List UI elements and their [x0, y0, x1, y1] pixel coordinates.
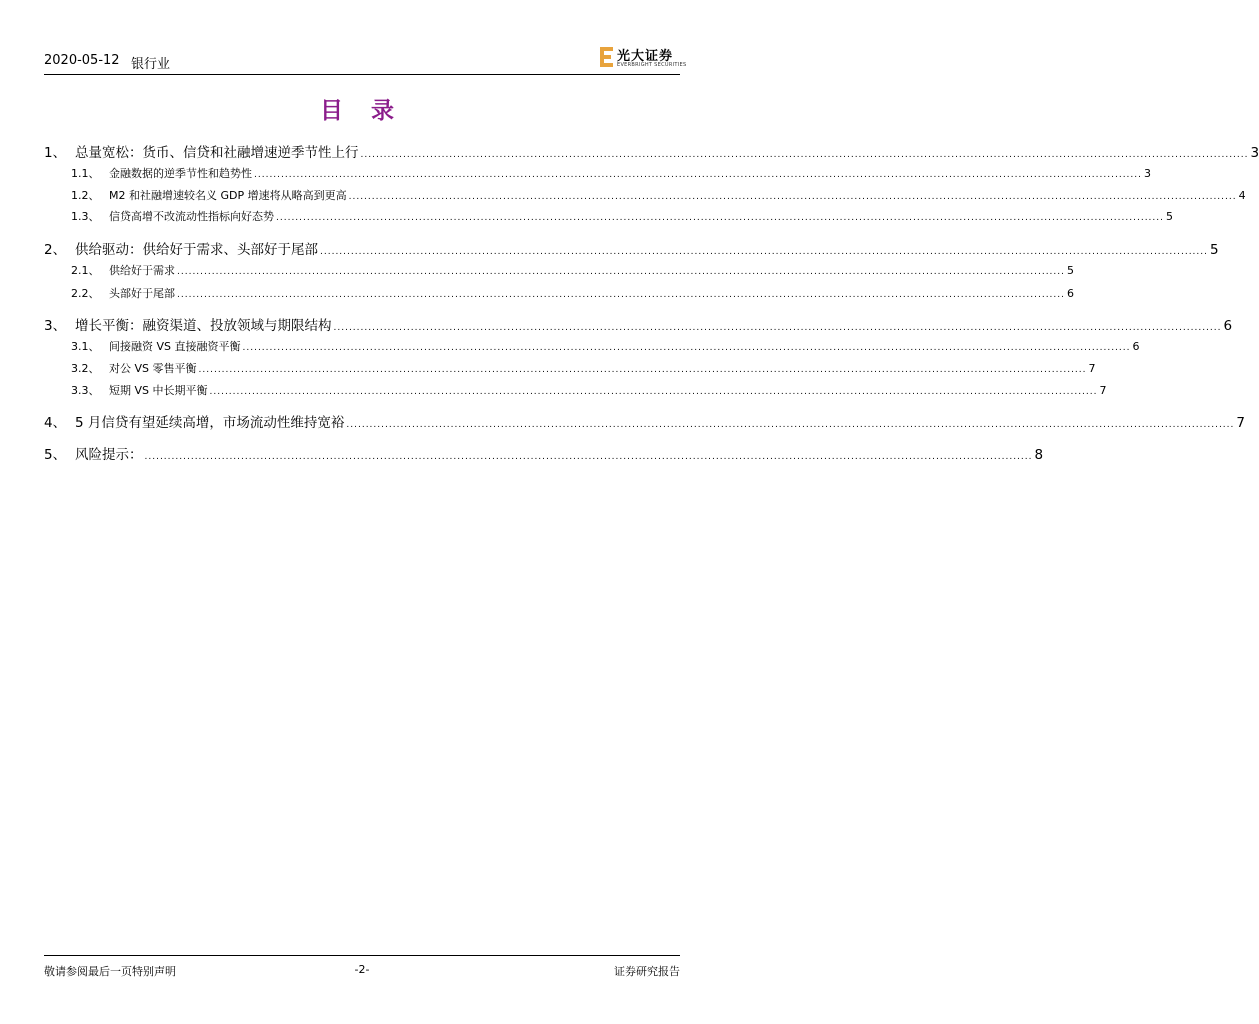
toc-leader: ...................................................................................................................................................................................................................................... — [333, 323, 1222, 333]
toc-entry-page: 7 — [1088, 362, 1096, 375]
toc-entry-number: 1.3、 — [71, 210, 100, 223]
toc-entry[interactable] — [44, 338, 1140, 354]
logo-text-en: EVERBRIGHT SECURITIES — [617, 62, 687, 68]
toc-entry-page: 6 — [1223, 318, 1233, 334]
toc-entry-number: 3.2、 — [71, 362, 100, 375]
toc-entry-text: 5 月信贷有望延续高增，市场流动性维持宽裕 — [75, 415, 345, 431]
toc-entry[interactable] — [44, 238, 1219, 258]
toc-leader: ...................................................................................................................................................................................................................................... — [177, 267, 1065, 277]
toc-entry-number: 2.2、 — [71, 287, 100, 300]
toc-entry[interactable] — [44, 141, 1259, 161]
toc-entry-number: 4、 — [44, 415, 67, 431]
toc-leader: ...................................................................................................................................................................................................................................... — [242, 343, 1131, 353]
toc-leader: ...................................................................................................................................................................................................................................... — [276, 213, 1164, 223]
toc-entry[interactable] — [44, 165, 1151, 181]
toc-entry-text: M2 和社融增速较名义 GDP 增速将从略高到更高 — [109, 189, 347, 202]
disclaimer-note: 敬请参阅最后一页特别声明 — [44, 965, 176, 978]
toc-entry-text: 总量宽松：货币、信贷和社融增速逆季节性上行 — [75, 145, 359, 161]
report-type: 证券研究报告 — [614, 965, 680, 978]
toc-entry-page: 4 — [1238, 189, 1246, 202]
toc-entry-page: 7 — [1099, 384, 1107, 397]
toc-entry-text: 风险提示： — [75, 447, 143, 463]
toc-entry-text: 供给好于需求 — [109, 264, 175, 277]
toc-entry-number: 1.2、 — [71, 189, 100, 202]
toc-entry-page: 6 — [1067, 287, 1074, 300]
toc-entry[interactable] — [44, 285, 1074, 301]
industry-label: 银行业 — [131, 57, 171, 72]
toc-entry-page: 5 — [1166, 210, 1173, 223]
toc-entry-number: 2、 — [44, 242, 67, 258]
toc-entry[interactable] — [44, 314, 1233, 334]
toc-entry-page: 6 — [1132, 340, 1140, 353]
toc-entry[interactable] — [44, 443, 1044, 463]
toc-entry-page: 5 — [1067, 264, 1074, 277]
toc-entry[interactable] — [44, 208, 1173, 224]
toc-entry-number: 5、 — [44, 447, 67, 463]
toc-entry-text: 金融数据的逆季节性和趋势性 — [109, 167, 252, 180]
toc-entry-text: 间接融资 VS 直接融资平衡 — [109, 340, 241, 353]
toc-entry-number: 3、 — [44, 318, 67, 334]
page-header — [44, 44, 687, 75]
toc-entry[interactable] — [44, 382, 1107, 398]
toc-entry[interactable] — [44, 187, 1246, 203]
company-logo — [600, 45, 687, 71]
page-footer — [44, 955, 680, 982]
toc-leader: ...................................................................................................................................................................................................................................... — [320, 247, 1208, 257]
toc-leader: ...................................................................................................................................................................................................................................... — [254, 170, 1142, 180]
toc-leader: ...................................................................................................................................................................................................................................... — [198, 365, 1087, 375]
toc-entry-text: 对公 VS 零售平衡 — [109, 362, 197, 375]
toc-entry-number: 3.1、 — [71, 340, 100, 353]
toc-entry[interactable] — [44, 360, 1096, 376]
toc-entry-number: 3.3、 — [71, 384, 100, 397]
toc-entry-text: 信贷高增不改流动性指标向好态势 — [109, 210, 274, 223]
toc-entry-text: 供给驱动：供给好于需求、头部好于尾部 — [75, 242, 318, 258]
toc-entry-text: 增长平衡：融资渠道、投放领域与期限结构 — [75, 318, 332, 334]
toc-entry[interactable] — [44, 262, 1074, 278]
toc-leader: ...................................................................................................................................................................................................................................... — [144, 452, 1033, 462]
toc-entry-number: 1、 — [44, 145, 67, 161]
toc-leader: ...................................................................................................................................................................................................................................... — [348, 192, 1237, 202]
toc-entry-page: 3 — [1144, 167, 1151, 180]
toc-entry-text: 头部好于尾部 — [109, 287, 175, 300]
toc-entry-number: 2.1、 — [71, 264, 100, 277]
logo-text-cn: 光大证券 — [617, 49, 674, 64]
toc-leader: ...................................................................................................................................................................................................................................... — [209, 387, 1098, 397]
toc-entry-page: 8 — [1034, 447, 1044, 463]
logo-mark-icon — [600, 47, 613, 67]
toc-leader: ...................................................................................................................................................................................................................................... — [360, 150, 1249, 160]
toc-leader: ...................................................................................................................................................................................................................................... — [346, 420, 1235, 430]
toc-entry-page: 7 — [1236, 415, 1245, 431]
toc-leader: ...................................................................................................................................................................................................................................... — [177, 290, 1065, 300]
toc-entry-page: 5 — [1210, 242, 1219, 258]
toc-title: 目 录 — [319, 97, 404, 124]
toc-entry-number: 1.1、 — [71, 167, 100, 180]
toc-entry-page: 3 — [1250, 145, 1259, 161]
report-date: 2020-05-12 — [44, 53, 120, 68]
page-number: -2- — [354, 963, 370, 976]
toc-entry[interactable] — [44, 411, 1245, 431]
toc-entry-text: 短期 VS 中长期平衡 — [109, 384, 208, 397]
